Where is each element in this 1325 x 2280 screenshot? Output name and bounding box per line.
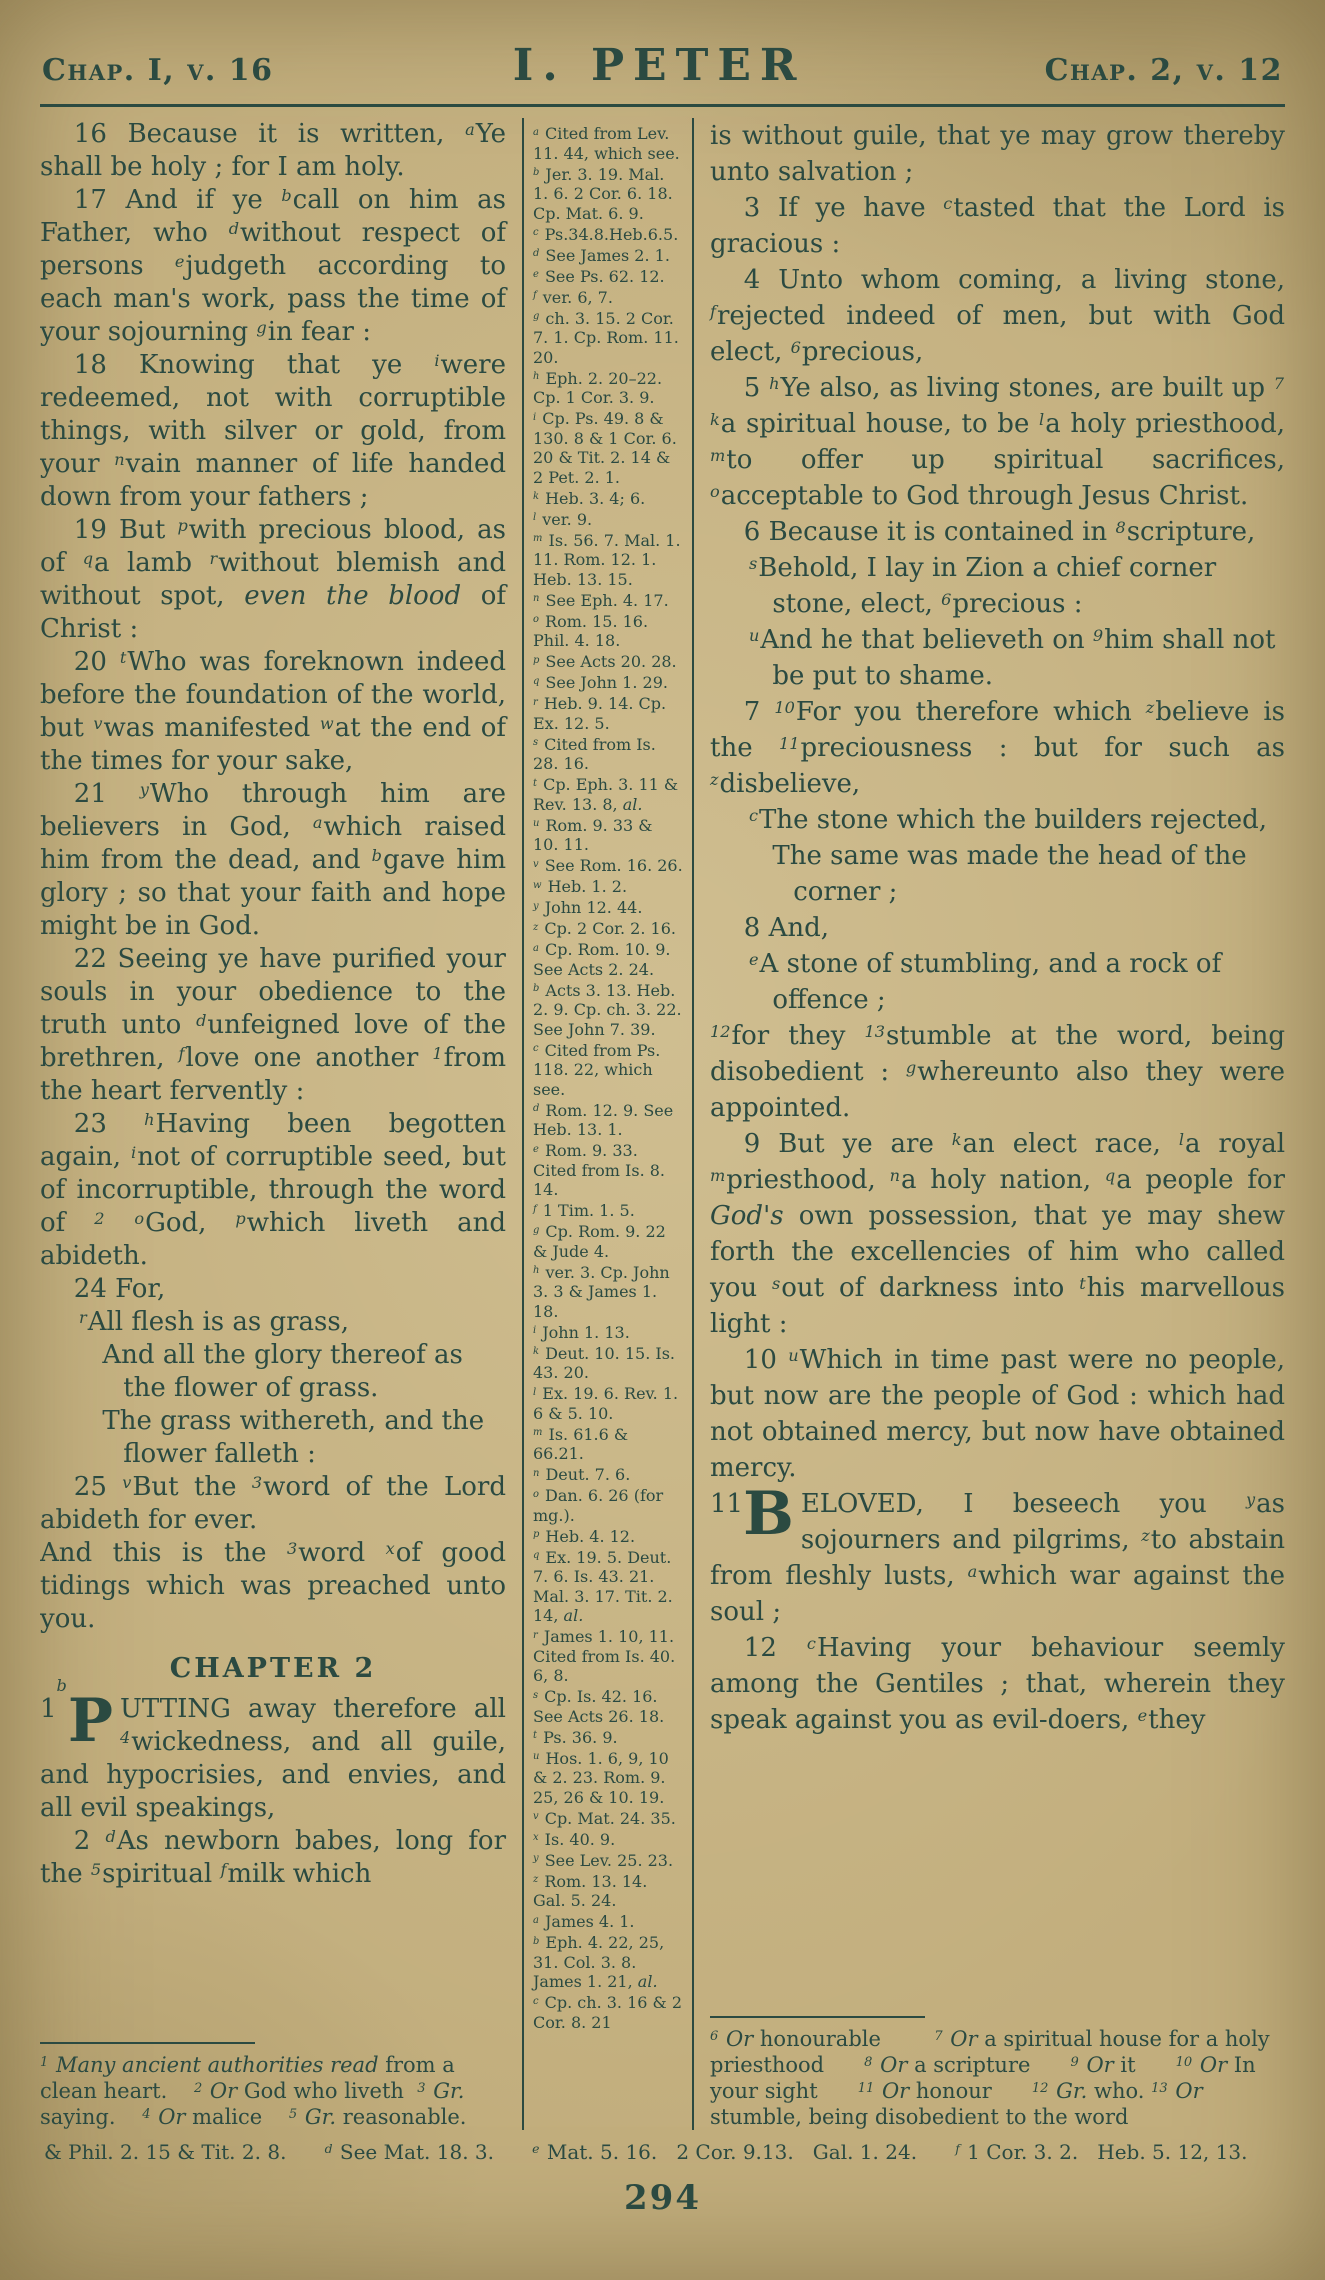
reference-entry: $^o$ Dan. 6. 26 (for mg.). bbox=[533, 1486, 664, 1525]
verse-paragraph: 8 And, bbox=[743, 913, 830, 943]
reference-entry: $^p$ Heb. 4. 12. bbox=[533, 1526, 636, 1546]
footnote-text: $^6$ Or honourable $^7$ Or a spiritual house for a holy priesthood $^8$ Or a scripture $^9$ Or it $^{10}$ Or In your sight $^{11}$ Or honour $^{12}$ Gr. who. $^{13}$ Or stumble, being disobedient to the word bbox=[710, 2027, 1277, 2129]
right-footnotes bbox=[710, 2004, 1285, 2130]
left-column bbox=[40, 118, 522, 2130]
verse-paragraph: 18 Knowing that ye $^i$were redeemed, not with corruptible things, with silver or gold, from your $^n$vain manner of life handed down from your fathers ; bbox=[40, 350, 506, 512]
reference-entry: $^s$ Cp. Is. 42. 16. See Acts 26. 18. bbox=[533, 1687, 665, 1726]
reference-entry: $^c$ Ps.34.8.Heb.6.5. bbox=[533, 224, 679, 244]
left-footnotes bbox=[40, 2030, 506, 2130]
bottom-references: & Phil. 2. 15 & Tit. 2. 8. $^d$ See Mat. 18. 3. $^e$ Mat. 5. 16. 2 Cor. 9.13. Gal. 1. 24. $^f$ 1 Cor. 3. 2. Heb. 5. 12, 13. bbox=[44, 2140, 1248, 2164]
verse-paragraph: 9 But ye are $^k$an elect race, $^l$a royal $^m$priesthood, $^n$a holy nation, $^q$a people for God's own possession, that ye may shew forth the excellencies of him who called you $^s$out of darkness into $^t$his marvellous light : bbox=[710, 1129, 1285, 1339]
reference-entry: $^c$ Cp. ch. 3. 16 & 2 Cor. 8. 21 bbox=[533, 1993, 683, 2032]
right-column bbox=[694, 118, 1285, 2130]
reference-entry: $^h$ Eph. 2. 20–22. Cp. 1 Cor. 3. 9. bbox=[533, 368, 663, 407]
chapter-heading: CHAPTER 2 bbox=[169, 1653, 377, 1684]
verse-paragraph: $^e$A stone of stumbling, and a rock of offence ; bbox=[749, 949, 1222, 1015]
verse-paragraph: $^r$All flesh is as grass, bbox=[79, 1307, 350, 1337]
verse-paragraph: $^u$And he that believeth on $^9$him shall not be put to shame. bbox=[749, 625, 1276, 691]
chapter-ref-left: Chap. I, v. 16 bbox=[42, 53, 274, 88]
reference-entry: $^e$ Rom. 9. 33. Cited from Is. 8. 14. bbox=[533, 1141, 666, 1199]
reference-entry: $^t$ Cp. Eph. 3. 11 & Rev. 13. 8, al. bbox=[533, 775, 679, 814]
verse-paragraph: 16 Because it is written, $^a$Ye shall be holy ; for I am holy. bbox=[40, 119, 506, 182]
reference-entry: $^l$ ver. 9. bbox=[533, 509, 593, 529]
verse-paragraph: 17 And if ye $^b$call on him as Father, who $^d$without respect of persons $^e$judgeth according to each man's work, pass the time of your sojourning $^g$in fear : bbox=[40, 185, 506, 347]
header-rule bbox=[40, 104, 1285, 107]
page-number: 294 bbox=[624, 2178, 701, 2218]
reference-entry: $^v$ See Rom. 16. 26. bbox=[533, 856, 683, 875]
verse-paragraph: 24 For, bbox=[73, 1274, 166, 1304]
reference-entry: $^v$ Cp. Mat. 24. 35. bbox=[533, 1808, 676, 1828]
reference-entry: $^a$ James 4. 1. bbox=[533, 1912, 635, 1931]
verse-paragraph: 23 $^h$Having been begotten again, $^i$not of corruptible seed, but of incorruptible, through the word of $^2$ $^o$God, $^p$which liveth and abideth. bbox=[40, 1109, 506, 1271]
reference-entry: $^b$ Acts 3. 13. Heb. 2. 9. Cp. ch. 3. 22. See John 7. 39. bbox=[533, 980, 682, 1039]
verse-paragraph: 4 Unto whom coming, a living stone, $^f$rejected indeed of men, but with God elect, $^6$precious, bbox=[710, 265, 1285, 367]
verse-paragraph: The same was made the head of the corner ; bbox=[772, 841, 1247, 907]
chapter-ref-right: Chap. 2, v. 12 bbox=[1044, 53, 1283, 88]
page-header bbox=[42, 40, 1283, 91]
reference-entry: $^y$ John 12. 44. bbox=[533, 898, 643, 917]
reference-entry: $^x$ Is. 40. 9. bbox=[533, 1829, 616, 1849]
reference-entry: $^l$ Ex. 19. 6. Rev. 1. 6 & 5. 10. bbox=[533, 1384, 679, 1423]
footnote-rule bbox=[710, 2016, 925, 2018]
reference-entry: $^k$ Deut. 10. 15. Is. 43. 20. bbox=[533, 1343, 675, 1382]
reference-entry: $^c$ Cited from Ps. 118. 22, which see. bbox=[533, 1040, 661, 1099]
reference-entry: $^a$ Cited from Lev. 11. 44, which see. bbox=[533, 124, 680, 163]
reference-entry: $^k$ Heb. 3. 4; 6. bbox=[533, 488, 646, 508]
reference-entry: $^o$ Rom. 15. 16. Phil. 4. 18. bbox=[533, 611, 649, 650]
verse-paragraph: $^s$Behold, I lay in Zion a chief corner stone, elect, $^6$precious : bbox=[749, 553, 1217, 619]
verse-paragraph: 10 $^u$Which in time past were no people, but now are the people of God : which had not obtained mercy, but now have obtained mercy. bbox=[710, 1345, 1285, 1483]
reference-entry: $^t$ Ps. 36. 9. bbox=[533, 1727, 618, 1747]
drop-cap: 11 B bbox=[710, 1479, 794, 1549]
verse-paragraph: 25 $^v$But the $^3$word of the Lord abideth for ever. bbox=[40, 1472, 506, 1535]
columns-container bbox=[40, 118, 1285, 2130]
reference-entry: $^q$ Ex. 19. 5. Deut. 7. 6. Is. 43. 21. Mal. 3. 17. Tit. 2. 14, al. bbox=[533, 1547, 673, 1625]
reference-entry: $^p$ See Acts 20. 28. bbox=[533, 652, 677, 671]
reference-entry: $^d$ Rom. 12. 9. See Heb. 13. 1. bbox=[533, 1100, 674, 1139]
reference-entry: $^s$ Cited from Is. 28. 16. bbox=[533, 734, 656, 773]
reference-entry: $^w$ Heb. 1. 2. bbox=[533, 877, 628, 896]
reference-entry: $^f$ 1 Tim. 1. 5. bbox=[533, 1201, 635, 1220]
reference-entry: $^z$ Cp. 2 Cor. 2. 16. bbox=[533, 919, 676, 938]
verse-paragraph: 22 Seeing ye have purified your souls in your obedience to the truth unto $^d$unfeigned love of the brethren, $^f$love one another $^1$from the heart fervently : bbox=[40, 944, 506, 1106]
verse-paragraph: $^c$The stone which the builders rejected, bbox=[749, 805, 1267, 835]
reference-entry: $^d$ See James 2. 1. bbox=[533, 245, 670, 265]
footnote-rule bbox=[40, 2042, 255, 2044]
verse-paragraph: 3 If ye have $^c$tasted that the Lord is gracious : bbox=[710, 193, 1285, 259]
drop-cap: 1 $^b$ P bbox=[40, 1675, 113, 1756]
verse-paragraph: 7 $^{10}$For you therefore which $^z$believe is the $^{11}$preciousness : but for such as $^z$disbelieve, bbox=[710, 697, 1285, 799]
reference-entry: $^b$ Eph. 4. 22, 25, 31. Col. 3. 8. James 1. 21, al. bbox=[533, 1933, 665, 1991]
reference-entry: $^m$ Is. 61.6 & 66.21. bbox=[533, 1424, 629, 1463]
reference-entry: $^n$ Deut. 7. 6. bbox=[533, 1465, 631, 1484]
verse-paragraph: 2 $^d$As newborn babes, long for the $^5$spiritual $^f$milk which bbox=[40, 1826, 506, 1889]
reference-entry: $^g$ Cp. Rom. 9. 22 & Jude 4. bbox=[533, 1222, 666, 1261]
left-column-text bbox=[40, 118, 506, 1891]
verse-paragraph: $^{12}$for they $^{13}$stumble at the word, being disobedient : $^g$whereunto also they were appointed. bbox=[710, 1021, 1285, 1123]
verse-paragraph: The grass withereth, and the flower falleth : bbox=[102, 1406, 485, 1469]
reference-entry: $^f$ ver. 6, 7. bbox=[533, 287, 613, 307]
reference-entry: $^r$ James 1. 10, 11. Cited from Is. 40. 6, 8. bbox=[533, 1627, 676, 1685]
right-column-text bbox=[710, 118, 1285, 1738]
verse-paragraph: 21 $^y$Who through him are believers in God, $^a$which raised him from the dead, and $^b$gave him glory ; so that your faith and hope might be in God. bbox=[40, 779, 506, 941]
reference-entry: $^r$ Heb. 9. 14. Cp. Ex. 12. 5. bbox=[533, 694, 667, 733]
reference-entry: $^h$ ver. 3. Cp. John 3. 3 & James 1. 18. bbox=[533, 1262, 670, 1321]
verse-paragraph: 1 $^b$ P UTTING away therefore all $^4$wickedness, and all guile, and hypocrisies, and envies, and all evil speakings, bbox=[40, 1675, 506, 1823]
footnote-text: $^1$ Many ancient authorities read from a clean heart. $^2$ Or God who liveth $^3$ Gr. saying. $^4$ Or malice $^5$ Gr. reasonable. bbox=[40, 2053, 472, 2129]
reference-entry: $^u$ Hos. 1. 6, 9, 10 & 2. 23. Rom. 9. 25, 26 & 10. 19. bbox=[533, 1748, 669, 1807]
reference-entry: $^g$ ch. 3. 15. 2 Cor. 7. 1. Cp. Rom. 11. 20. bbox=[533, 308, 679, 367]
reference-entry: $^u$ Rom. 9. 33 & 10. 11. bbox=[533, 815, 653, 854]
verse-paragraph: And all the glory thereof as the flower of grass. bbox=[102, 1340, 463, 1403]
reference-entry: $^z$ Rom. 13. 14. Gal. 5. 24. bbox=[533, 1871, 648, 1910]
verse-paragraph: is without guile, that ye may grow thereby unto salvation ; bbox=[710, 121, 1285, 187]
references-column bbox=[522, 118, 694, 2130]
reference-entry: $^m$ Is. 56. 7. Mal. 1. 11. Rom. 12. 1. Heb. 13. 15. bbox=[533, 530, 681, 589]
reference-entry: $^i$ Cp. Ps. 49. 8 & 130. 8 & 1 Cor. 6. 20 & Tit. 2. 14 & 2 Pet. 2. 1. bbox=[533, 409, 677, 487]
reference-entry: $^e$ See Ps. 62. 12. bbox=[533, 266, 665, 286]
reference-entry: $^n$ See Eph. 4. 17. bbox=[533, 590, 669, 610]
verse-paragraph: 11 B ELOVED, I beseech you $^y$as sojourners and pilgrims, $^z$to abstain from fleshly lusts, $^a$which war against the soul ; bbox=[710, 1479, 1285, 1627]
verse-paragraph: 5 $^h$Ye also, as living stones, are built up $^7$ $^k$a spiritual house, to be $^l$a holy priesthood, $^m$to offer up spiritual sacrifices, $^o$acceptable to God through Jesus Christ. bbox=[710, 373, 1285, 511]
verse-paragraph: 12 $^c$Having your behaviour seemly among the Gentiles ; that, wherein they speak against you as evil-doers, $^e$they bbox=[710, 1633, 1285, 1735]
reference-entry: $^q$ See John 1. 29. bbox=[533, 673, 668, 692]
verse-paragraph: And this is the $^3$word $^x$of good tidings which was preached unto you. bbox=[40, 1538, 506, 1634]
reference-entry: $^a$ Cp. Rom. 10. 9. See Acts 2. 24. bbox=[533, 940, 671, 979]
book-title: I. PETER bbox=[512, 40, 806, 91]
reference-entry: $^b$ Jer. 3. 19. Mal. 1. 6. 2 Cor. 6. 18. Cp. Mat. 6. 9. bbox=[533, 164, 673, 223]
verse-paragraph: 6 Because it is contained in $^8$scripture, bbox=[743, 517, 1256, 547]
reference-entry: $^y$ See Lev. 25. 23. bbox=[533, 1850, 674, 1870]
verse-paragraph: 19 But $^p$with precious blood, as of $^q$a lamb $^r$without blemish and without spot, even the blood of Christ : bbox=[40, 515, 506, 644]
reference-entry: $^i$ John 1. 13. bbox=[533, 1322, 630, 1342]
verse-paragraph: 20 $^t$Who was foreknown indeed before the foundation of the world, but $^v$was manifested $^w$at the end of the times for your sake, bbox=[40, 647, 506, 776]
